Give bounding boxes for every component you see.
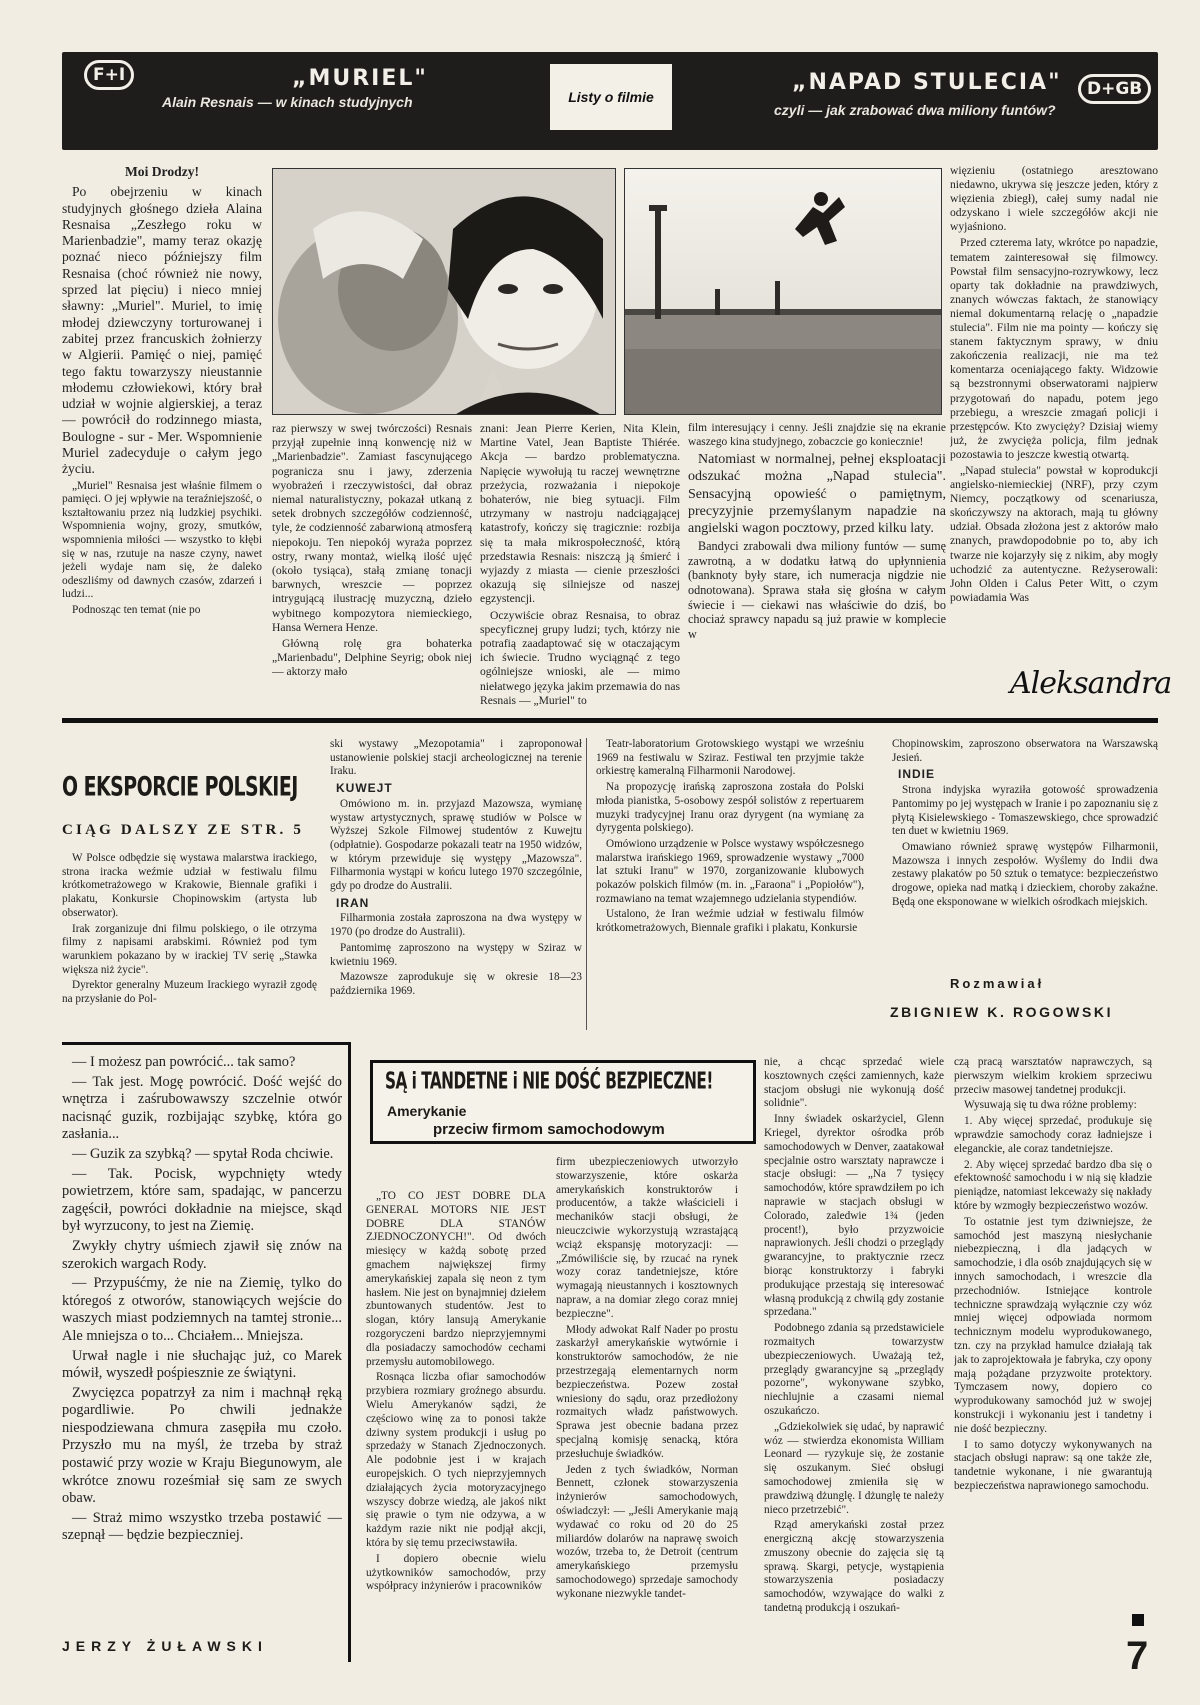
letter-paragraph: Główną rolę gra bohaterka „Marienbadu", Delphine Seyrig; obok niej — aktorzy mało <box>272 637 472 679</box>
kuwejt-heading: KUWEJT <box>336 781 393 796</box>
letter-paragraph: film interesujący i cenny. Jeśli znajdzie się na ekranie waszego kina studyjnego, zobaczcie go koniecznie! <box>688 422 946 448</box>
story-paragraph: Urwał nagle i nie słuchając już, co Marek mówił, wyszedł pośpiesznie ze świątyni. <box>62 1347 342 1382</box>
story-paragraph: — I możesz pan powrócić... tak samo? <box>72 1054 296 1070</box>
cars-paragraph: „Gdziekolwiek się udać, by naprawić wóz — stwierdza ekonomista William Leonard — ryzykuje się, że zostanie się oszukanym. Sieć obsługi samochodowej zmieniła się w prawdziwą dżunglę. I dżunglę te należy nieco przetrzebić". <box>764 1420 944 1516</box>
story-paragraph: — Przypuśćmy, że nie na Ziemię, tylko do któregoś z otworów, stanowiących wejście do waszych miast podziemnych na tamtej stronie... Ale mniejsza o to... Chciałem... Mniejsza. <box>62 1275 342 1344</box>
france-italy-badge: F+I <box>84 60 134 90</box>
cars-paragraph: 2. Aby więcej sprzedać bardzo dba się o efektowność samochodu i w nią się kładzie pieniądze, natomiast lekceważy się nakłady które by wzmogły bezpieczeństwo wozów. <box>954 1158 1152 1212</box>
letter-paragraph: Podnosząc ten temat (nie po <box>72 603 201 616</box>
cars-column-2 <box>556 1156 738 1690</box>
story-paragraph: — Guzik za szybką? — spytał Roda chciwie. <box>72 1145 334 1162</box>
end-mark <box>1132 1614 1144 1626</box>
letter-column-3 <box>480 422 680 707</box>
cars-column-3 <box>764 1056 944 1690</box>
letter-paragraph: Bandyci zrabowali dwa miliony funtów — sumę zawrotną, a w dodatku łatwą do upłynnienia (banknoty były stare, ich numeracja nigdzie nie odnotowana). Sprawa stała się głośna w całym świecie i — ciekawi nas właściwie do dziś, bo chociaż sprawcy napadu są już prawie w komplecie w <box>688 539 946 641</box>
letter-column-1 <box>62 164 262 704</box>
cars-paragraph: I dopiero obecnie wielu użytkowników samochodów, przy współpracy inżynierów i pracowników <box>366 1552 546 1593</box>
story-paragraph: Zwycięzca popatrzył za nim i machnął ręką pogardliwie. Po chwili jednakże niespodziewana chmura zasępiła mu czoło. Przyszło mu na myśl, że trzeba by straż postawić przy wozie w Kraju Biegunowym, ale wkrótce znowu roześmiał się sam ze swych obaw. <box>62 1384 342 1507</box>
interviewer-label: Rozmawiał <box>950 976 1045 991</box>
export-column-2 <box>330 738 582 1030</box>
story-author: JERZY ŻUŁAWSKI <box>62 1638 268 1654</box>
page-number: 7 <box>1126 1634 1149 1678</box>
export-paragraph: Ustalono, że Iran weźmie udział w festiwalu filmów krótkometrażowych, Biennale grafiki i plakatu, Konkursie <box>596 908 864 935</box>
cars-paragraph: 1. Aby więcej sprzedać, produkuje się wprawdzie samochody coraz ładniejsze i eleganckie, ale coraz tandetniejsze. <box>954 1115 1152 1155</box>
letter-paragraph: Natomiast w normalnej, pełnej eksploatacji odszukać można „Napad stulecia". Sensacyjną opowieść o pamiętnym, precyzyjnie przemyślanym napadzie na angielski wagon pocztowy, przed kilku laty. <box>688 452 946 536</box>
indie-heading: INDIE <box>898 767 936 782</box>
section-divider <box>62 718 1158 723</box>
napad-subtitle: czyli — jak zrabować dwa miliony funtów? <box>774 102 1056 118</box>
story-paragraph: Zwykły chytry uśmiech zjawił się znów na szerokich wargach Rody. <box>62 1237 342 1272</box>
napad-still-photo <box>624 168 942 415</box>
letter-column-4 <box>688 422 946 707</box>
export-paragraph: Omówiono m. in. przyjazd Mazowsza, wymianę wystaw artystycznych, sprawę studiów w Polsce w Wyższej Szkole Filmowej studentów z Kuwejtu (odpłatnie). Gospodarze pokazali teatr na 1950 widzów, w którym przewiduje się występy „Mazowsza". Filharmonia wystąpi w końcu lutego 1970 szczególnie, gdy po drodze do Australii. <box>330 797 582 893</box>
cars-paragraph: czą pracą warsztatów naprawczych, są pierwszym wielkim krokiem sprzeciwu przeciw masowej tandetnej produkcji. <box>954 1056 1152 1096</box>
cars-paragraph: Rząd amerykański został przez energiczną akcję stowarzyszenia zmuszony obecnie do zajęcia się tą sprawą. Skargi, petycje, wystąpienia stowarzyszenia posiadaczy samochodów, wzywające do walki z tandetną produkcją i oszukań- <box>764 1519 944 1615</box>
film-letters-banner <box>62 52 1158 150</box>
export-continued: CIĄG DALSZY ZE STR. 5 <box>62 822 305 838</box>
story-paragraph: — Tak jest. Mogę powrócić. Dość wejść do wnętrza i zaśrubowawszy szczelnie otwór nacisnąć guzik, rozbijając szybkę, która go zasłania... <box>62 1073 342 1143</box>
cars-paragraph: Podobnego zdania są przedstawiciele rozmaitych towarzystw ubezpieczeniowych. Uważają też, przeglądy gwarancyjne są „przeglądy pozorne", wykonywane szybko, niechlujnie a czasami niemal oszukańczo. <box>764 1322 944 1417</box>
export-column-4 <box>892 738 1158 966</box>
cars-subtitle-1: Amerykanie <box>387 1103 467 1119</box>
cars-paragraph: Wysuwają się tu dwa różne problemy: <box>964 1099 1137 1112</box>
interviewer-name: ZBIGNIEW K. ROGOWSKI <box>890 1004 1114 1020</box>
cars-paragraph: To ostatnie jest tym dziwniejsze, że samochód jest maszyną niesłychanie niebezpieczną, i dla jadących w samochodzie, i dla osób znajdujących się w innych samochodach, i wreszcie dla przechodniów. Istniejące kontrole techniczne sprawdzają wyłącznie czy wóz mniej więcej odpowiada normom technicznym modelu wyprodukowanego, tzn. czy na przykład hamulce działają tak jak to zaprojektowała je fabryka, czy opony mają pożądane przyzwoite protektory. Tymczasem nowy, dopiero co wyprodukowany samochód już w swojej konstrukcji i wykonaniu jest i tandetny i nie dość bezpieczny. <box>954 1215 1152 1435</box>
letter-paragraph: Oczywiście obraz Resnaisa, to obraz specyficznej grupy ludzi; tych, którzy nie potrafią zaadaptować się w otaczającym ich świecie. Trudno wyciągnąć z tego ogólniejsze wnioski, ale — mimo niełatwego języka jakim przemawia do nas Resnais — „Muriel" to <box>480 608 680 707</box>
napad-title: „NAPAD STULECIA" <box>792 70 1062 95</box>
muriel-title: „MURIEL" <box>292 66 428 91</box>
cars-column-1 <box>366 1190 546 1690</box>
cars-paragraph: I to samo dotyczy wykonywanych na stacjach obsługi napraw: są one także złe, tandetnie wykonane, i nie gwarantują bezpieczeństwa naprawionego samochodu. <box>954 1438 1152 1492</box>
letter-signature: Aleksandra <box>1010 666 1172 701</box>
cars-title: SĄ i TANDETNE i NIE DOŚĆ BEZPIECZNE! <box>385 1068 713 1096</box>
cars-subtitle-2: przeciw firmom samochodowym <box>433 1121 665 1138</box>
letter-column-2 <box>272 422 472 707</box>
export-column-3 <box>596 738 864 1030</box>
cars-paragraph: „TO CO JEST DOBRE DLA GENERAL MOTORS NIE JEST DOBRE DLA STANÓW ZJEDNOCZONYCH!". Od dwóch miesięcy w każdą sobotę przed gmachem największej firmy amerykańskiej zapala się neon z tym hasłem. Nie jest on bynajmniej dziełem zbuntowanych studentów. Jest to slogan, który lansują Amerykanie rozgoryczeni bardzo nieprzyjemnymi dla posiadaczy samochodów cechami przemysłu automobilowego. <box>366 1190 546 1368</box>
letter-paragraph: więzieniu (ostatniego aresztowano niedawno, ukrywa się jeszcze jeden, który z więzienia zbiegł), całej sumy nadal nie odzyskano i wiele szczegółów akcji nie wyjaśniono. <box>950 164 1158 234</box>
cars-column-4 <box>954 1056 1152 1620</box>
muriel-still-photo <box>272 168 616 415</box>
export-paragraph: Omawiano również sprawę występów Filharmonii, Mazowsza i innych zespołów. Wyślemy do Indii dwa zestawy plakatów po 50 sztuk o tematyce: bezpieczeństwo drogowe, opieka nad matką i dzieckiem, choroby zakaźne. Będą one eksponowane w wielkich ośrodkach miejskich. <box>892 840 1158 908</box>
cars-paragraph: Młody adwokat Ralf Nader po prostu zaskarżył amerykańskie wytwórnie i konstruktorów samochodów, że nie przestrzegają elementarnych norm bezpieczeństwa. Pozew został wniesiony do sądu, oraz przedłożony rozmaitych władz państwowych. Sprawa jest obecnie badana przez specjalną komisję senacką, która przesłuchuje świadków. <box>556 1323 738 1460</box>
muriel-subtitle: Alain Resnais — w kinach studyjnych <box>162 94 413 110</box>
letter-greeting: Moi Drodzy! <box>124 164 200 179</box>
muriel-still-drawing <box>273 169 616 415</box>
export-paragraph: ski wystawy „Mezopotamia" i zaproponował ustanowienie polskiej stacji archeologicznej na terenie Iraku. <box>330 738 582 778</box>
export-column-rule <box>586 738 587 1030</box>
cars-paragraph: Inny świadek oskarżyciel, Glenn Kriegel, dyrektor ośrodka prób samochodowych w Denver, zaatakował specjalnie ostro warsztaty naprawcze i stacje obsługi: — „Na 7 tysięcy samochodów, które sprawdziłem po ich naprawie w stacjach obsługi w Colorado, zaledwie 1¾ (jeden procent!), było przyzwoicie naprawionych. Jeśli chodzi o przeglądy gwarancyjne, to praktycznie rzecz biorąc konstruktorzy i fabryki produkujące przestają się interesować własną produkcją z chwilą gdy zostanie sprzedana." <box>764 1113 944 1319</box>
export-paragraph: W Polsce odbędzie się wystawa malarstwa irackiego, strona iracka weźmie udział w festiwalu filmu krótkometrażowego w Krakowie, Biennale grafiki i plakatu, Konkursie Chopinowskim (artysta lub obserwator). <box>62 852 317 919</box>
cars-paragraph: firm ubezpieczeniowych utworzyło stowarzyszenie, które oskarża amerykańskich konstruktorów i producentów, a także właścicieli i mechaników stacji obsługi, że nieuczciwie wykorzystują wzrastającą wciąż ekspansję motoryzacji: — „Zmówiliście się, by rzucać na rynek wozy coraz tandetniejsze, które wymagają nieustannych i kosztownych napraw, a na domiar złego coraz mniej bezpieczne". <box>556 1156 738 1320</box>
iran-heading: IRAN <box>336 895 370 910</box>
story-column <box>62 1054 342 1614</box>
germany-britain-badge: D+GB <box>1078 74 1151 104</box>
section-label: Listy o filmie <box>550 64 672 130</box>
export-title-box <box>62 768 317 806</box>
export-paragraph: Irak zorganizuje dni filmu polskiego, o ile otrzyma filmy z napisami arabskimi. Również pod tym warunkiem pokazano by w irackiej TV serię „Stawka większa niż życie". <box>62 922 317 976</box>
export-paragraph: Omówiono urządzenie w Polsce wystawy współczesnego malarstwa irańskiego 1969, sprowadzenie wystawy „7000 lat sztuki Iranu" w 1970, zorganizowanie klubowych pokazów polskich filmów (m. in. „Faraona" i „Popiołów"), rozmawiano na temat wzajemnego udzielania stypendiów. <box>596 837 864 905</box>
export-column-1 <box>62 852 317 1032</box>
napad-still-drawing <box>625 169 942 415</box>
export-paragraph: Pantomimę zaproszono na występy w Sziraz w kwietniu 1969. <box>330 941 582 968</box>
export-title: O EKSPORCIE POLSKIEJ <box>62 768 317 806</box>
story-paragraph: — Straż mimo wszystko trzeba postawić — szepnął — będzie bezpieczniej. <box>62 1509 342 1544</box>
export-paragraph: Na propozycję irańską zaproszona została do Polski młoda pianistka, 5-osobowy zespół solistów z repertuarem muzyki tradycyjnej Iranu oraz dyrygent (na wymianę za dyrygenta polskiego). <box>596 781 864 835</box>
cars-paragraph: Jeden z tych świadków, Norman Bennett, członek stowarzyszenia inżynierów samochodowych, oświadczył: — „Jeśli Amerykanie mają wydawać co roku od 20 do 25 miliardów dolarów na naprawę swoich wozów, trzeba to, że Detroit (centrum amerykańskiego przemysłu samochodowego) sprzedaje samochody wykonane niezwykle tandet- <box>556 1463 738 1600</box>
export-paragraph: Chopinowskim, zaproszono obserwatora na Warszawską Jesień. <box>892 738 1158 764</box>
export-paragraph: Teatr-laboratorium Grotowskiego wystąpi we wrześniu 1969 na festiwalu w Sziraz. Festiwal ten przyjmie także orkiestrę kameralną Filharmonii Narodowej. <box>596 738 864 778</box>
story-top-rule <box>62 1042 348 1045</box>
export-paragraph: Dyrektor generalny Muzeum Irackiego wyraził zgodę na przysłanie do Pol- <box>62 979 317 1006</box>
letter-paragraph: „Napad stulecia" powstał w koprodukcji angielsko-niemieckiej (NRF), przy czym Niemcy, początkowy od scenariusza, skończywszy na aktorach, mają tu główny udział. Obsada złożona jest z aktorów mało znanych, prawdopodobnie po to, aby ich twarze nie kojarzyły się z nikim, aby mogły uchodzić za autentyczne. Reżyserowali: John Olden i Calus Peter Witt, o czym powiadamia Was <box>950 463 1158 604</box>
export-paragraph: Strona indyjska wyraziła gotowość sprowadzenia Pantomimy po jej występach w Iranie i po zapoznaniu się z płytą Kisielewskiego - Tomaszewskiego, chce sprowadzić ten duet w kwietniu 1969. <box>892 784 1158 838</box>
story-side-rule <box>348 1042 351 1662</box>
export-paragraph: Mazowsze zaprodukuje się w okresie 18—23 października 1969. <box>330 971 582 997</box>
cars-paragraph: nie, a chcąc sprzedać wiele kosztownych części zamiennych, każe stacjom obsługi nie wykonują dość solidnie". <box>764 1056 944 1110</box>
letter-paragraph: „Muriel" Resnaisa jest właśnie filmem o pamięci. O jej wpływie na teraźniejszość, o kształtowaniu przez nią ludzkiej psychiki. Wspomnienia wojny, grozy, smutków, wspomnienia miłości — wszystko to kłębi się w nas, rzutuje na nasze czyny, nawet jeżeli wydaje nam się, że daleko odeszliśmy od dawnych czasów, zdarzeń i ludzi... <box>62 479 262 601</box>
letter-paragraph: raz pierwszy w swej twórczości) Resnais przyjął zupełnie inną konwencję niż w „Marienbadzie". Zamiast fascynującego pogranicza snu i jawy, zderzenia wyobrażeń i rzeczywistości, dał obraz niemal naturalistyczny, pokazał utkaną z setek drobnych szczegółów codzienność, tyle, że codzienność zabarwioną atmosferą niepokoju. Ten niepokój wyraża poprzez ostry, rwany montaż, wielką ilość ujęć (około tysiąca), stałą zmianę tonacji barwnych, wreszcie — poprzez intrygującą ilustrację muzyczną, dzieło wybitnego kompozytora niemieckiego, Hansa Wernera Henze. <box>272 422 472 634</box>
cars-title-wrap <box>385 1067 745 1101</box>
cars-paragraph: Rosnąca liczba ofiar samochodów przybiera rozmiary groźnego absurdu. Wielu Amerykanów sądzi, że częściowo winę za to ponosi także dziwny system produkcji i usług po sprzedaży w Stanach Zjednoczonych. Ale podobnie jest i w krajach europejskich. O tych nieprzyjemnych działających życia motoryzacyjnego wszyscy dobrze wiedzą, ale jakoś nikt się prawie o tym nie odzywa, a w każdym razie nikt nie podjął akcji, która by się temu przeciwstawiła. <box>366 1371 546 1549</box>
story-paragraph: — Tak. Pocisk, wypchnięty wtedy powietrzem, które sam, spadając, w pancerzu zagęścił, powróci dokładnie na miejsce, skąd był wyrzucony, to jest na Ziemię. <box>62 1165 342 1235</box>
letter-paragraph: Po obejrzeniu w kinach studyjnych głośnego dzieła Alaina Resnaisa „Zeszłego roku w Marienbadzie", mamy teraz okazję poznać nieco późniejszy film Resnaisa (choć również nie nowy, sprzed lat pięciu) i nieco mniej sławny: „Muriel". Muriel, to imię młodej dziewczyny torturowanej i zabitej przez francuskich żołnierzy w Algierii. Pamięć o niej, pamięć tego faktu towarzyszy nieustannie młodemu człowiekowi, który brał udział w wojnie algierskiej, a teraz — powrócił do rodzinnego miasta, Boulogne - sur - Mer. Wspomnienie Muriel zadecyduje o całym jego życiu. <box>62 184 262 477</box>
letter-column-5 <box>950 164 1158 664</box>
cars-title-box <box>370 1060 756 1144</box>
export-paragraph: Filharmonia została zaproszona na dwa występy w 1970 (po drodze do Australii). <box>330 912 582 939</box>
letter-paragraph: znani: Jean Pierre Kerien, Nita Klein, Martine Vatel, Jean Baptiste Thiérée. Akcja — bardzo problematyczna. Napięcie wywołują tu raczej wewnętrzne przeżycia, rozważania i niepokoje bohaterów, nie bieg sytuacji. Film utrzymany w nastroju nadciągającej katastrofy, kończy się tragicznie: rozbija się ta mała mikrospołeczność, którą przedstawia Resnais: niszczą ją śmierć i wyjazdy z miasta — cienie przeszłości okazują się silniejsze od naszej egzystencji. <box>480 422 680 606</box>
letter-paragraph: Przed czterema laty, wkrótce po napadzie, tematem zainteresował się filmowcy. Powstał film sensacyjno-rozrywkowy, lecz oparty tak dokładnie na prawdziwych, znanych wówczas faktach, że stanowiący niemal dokumentarną relację o „napadzie stulecia". Film nie ma pointy — kończy się stanem faktycznym sprawy, w dniu zakończenia realizacji, nie ma też komentarza oceniającego fakty. Widzowie są bezstronnymi obserwatorami najpierw przygotowań do napadu, potem jego przebiegu, a wreszcie zmagań policji i przestępców. Kto zwycięży? Dzisiaj wiemy już, że zwycięża policja, film jednak pozostawia to jeszcze kwestią otwartą. <box>950 236 1158 461</box>
